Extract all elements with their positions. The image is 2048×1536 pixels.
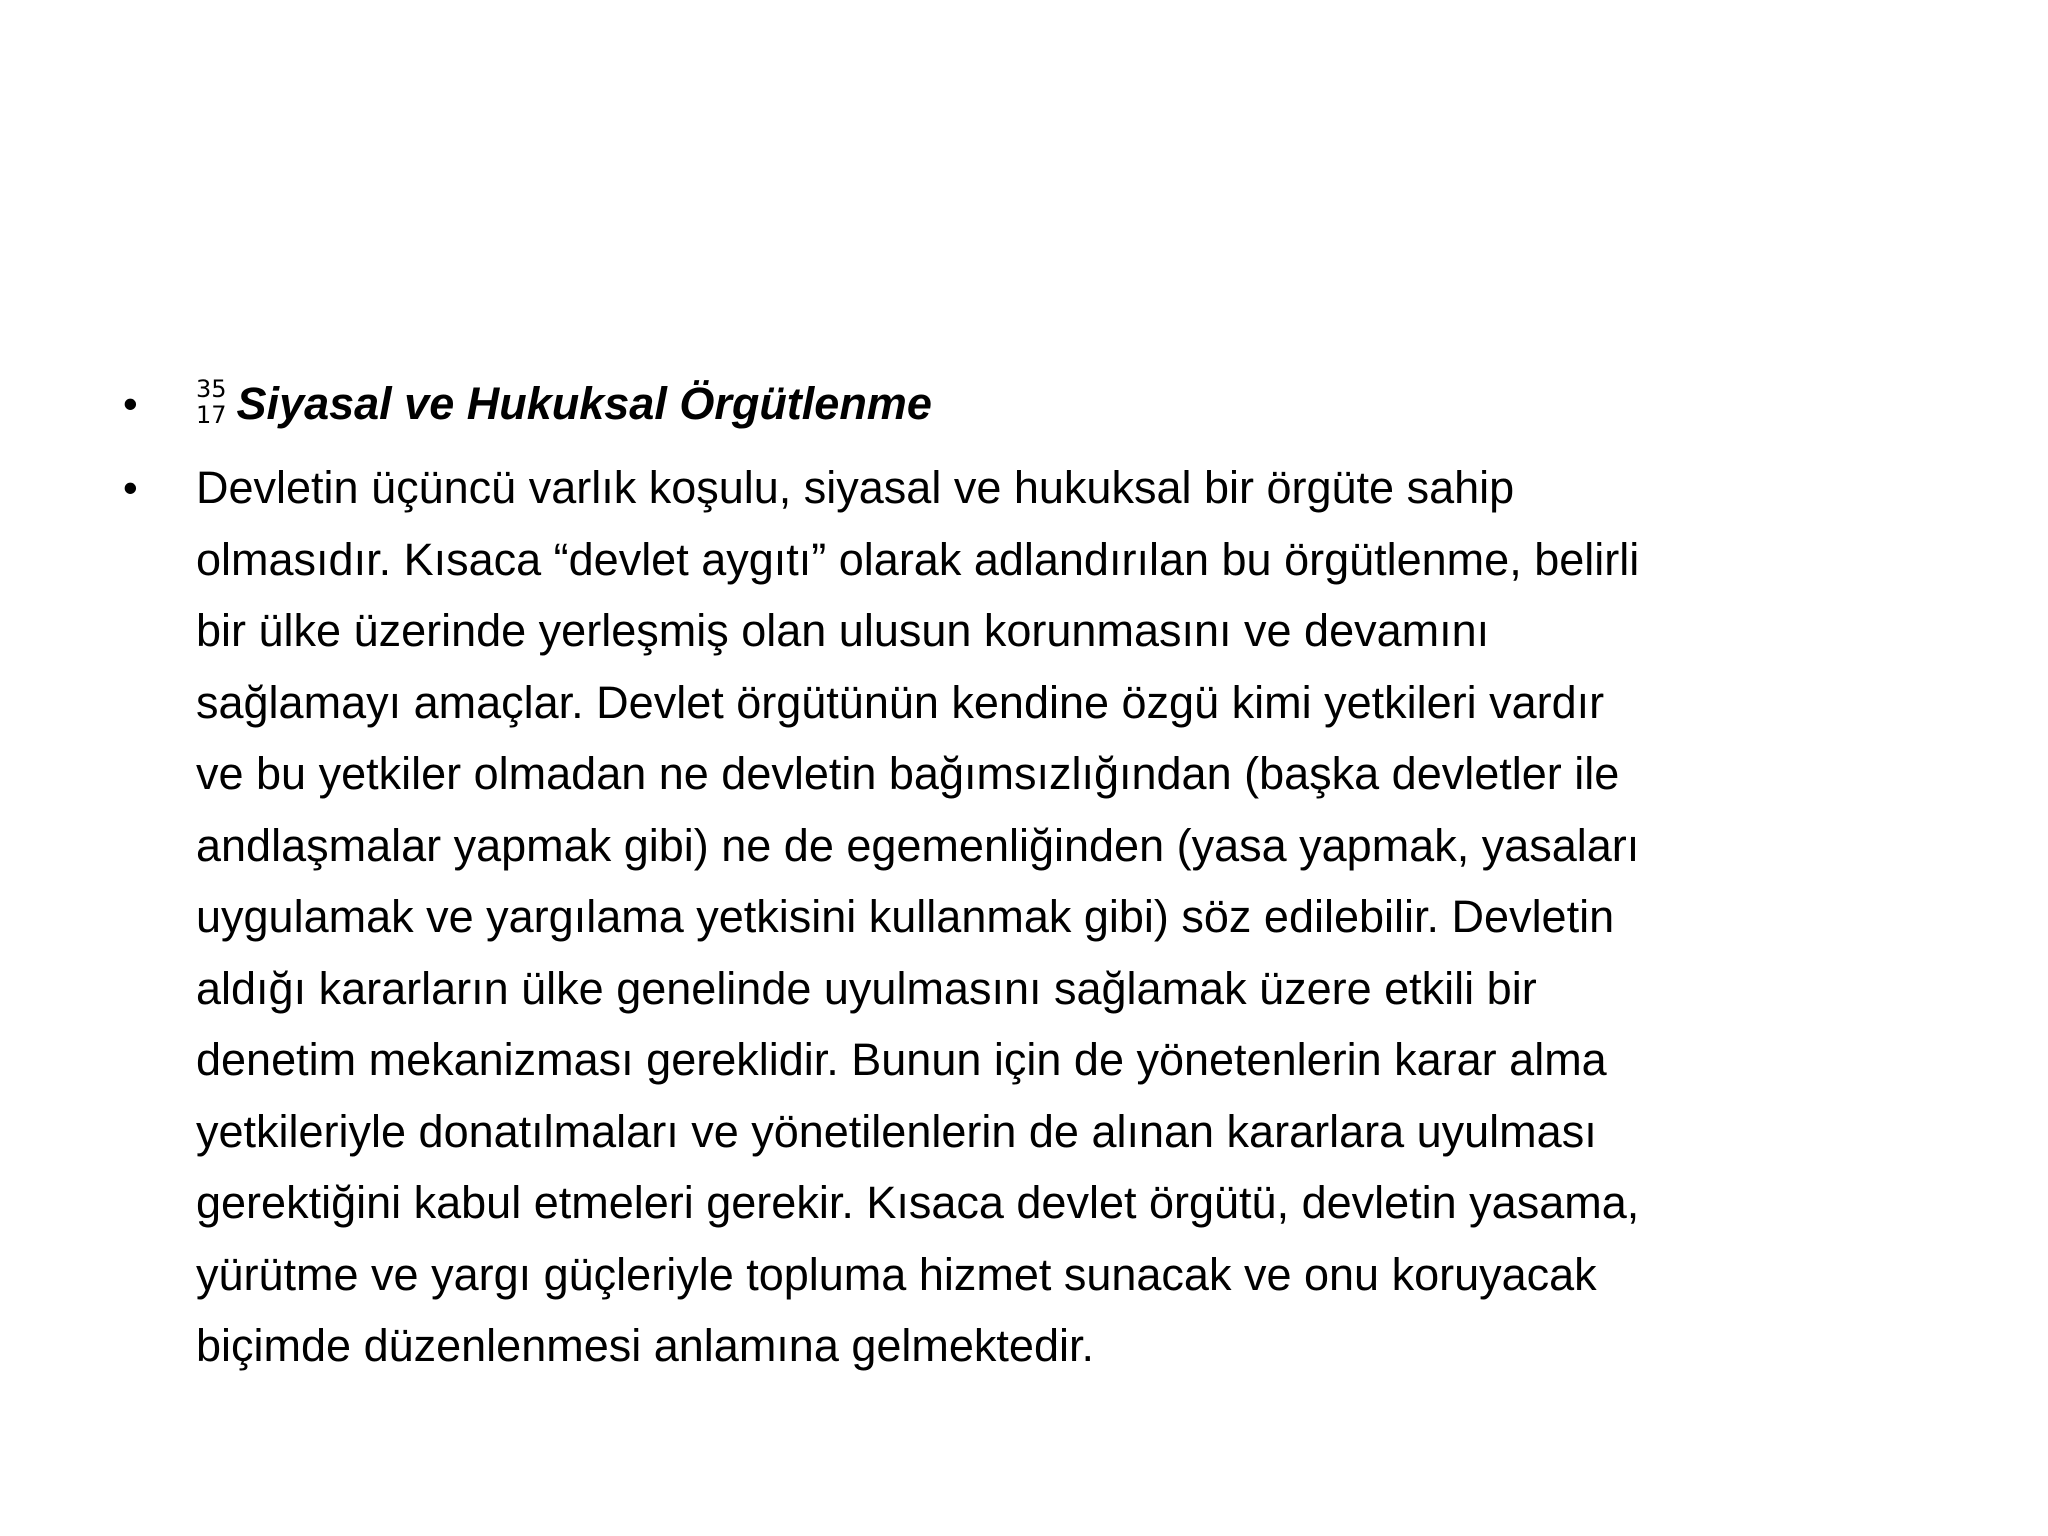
bullet-list bbox=[118, 368, 1948, 1394]
fraction-numerator: 35 bbox=[196, 375, 227, 403]
paragraph-line: olmasıdır. Kısaca “devlet aygıtı” olarak adlandırılan bu örgütlenme, belirli bbox=[196, 533, 1640, 585]
bullet-marker: • bbox=[123, 380, 138, 427]
heading-line bbox=[196, 368, 1948, 440]
bullet-paragraph bbox=[118, 452, 1948, 1382]
paragraph-text bbox=[196, 452, 1948, 1382]
paragraph-line: ve bu yetkiler olmadan ne devletin bağımsızlığından (başka devletler ile bbox=[196, 748, 1620, 799]
bullet-marker: • bbox=[123, 464, 138, 511]
paragraph-line: biçimde düzenlenmesi anlamına gelmektedir. bbox=[196, 1320, 1094, 1371]
paragraph-line: denetim mekanizması gereklidir. Bunun için de yönetenlerin karar alma bbox=[196, 1034, 1607, 1085]
paragraph-line: gerektiğini kabul etmeleri gerekir. Kısaca devlet örgütü, devletin yasama, bbox=[196, 1177, 1640, 1228]
paragraph-line: sağlamayı amaçlar. Devlet örgütünün kendine özgü kimi yetkileri vardır bbox=[196, 676, 1605, 728]
paragraph-line: bir ülke üzerinde yerleşmiş olan ulusun korunmasını ve devamını bbox=[196, 605, 1490, 656]
fraction-denominator: 17 bbox=[196, 401, 227, 429]
paragraph-line: uygulamak ve yargılama yetkisini kullanmak gibi) söz edilebilir. Devletin bbox=[196, 891, 1615, 942]
paragraph-line: yürütme ve yargı güçleriyle topluma hizmet sunacak ve onu koruyacak bbox=[196, 1248, 1597, 1300]
paragraph-line: Devletin üçüncü varlık koşulu, siyasal ve hukuksal bir örgüte sahip bbox=[196, 462, 1515, 513]
paragraph-line: yetkileriyle donatılmaları ve yönetilenlerin de alınan kararlara uyulması bbox=[196, 1105, 1597, 1157]
bullet-heading bbox=[118, 368, 1948, 440]
section-title: Siyasal ve Hukuksal Örgütlenme bbox=[236, 378, 932, 429]
paragraph-line: aldığı kararların ülke genelinde uyulmasını sağlamak üzere etkili bir bbox=[196, 962, 1537, 1014]
fraction-number bbox=[196, 376, 227, 428]
paragraph-line: andlaşmalar yapmak gibi) ne de egemenliğinden (yasa yapmak, yasaları bbox=[196, 819, 1640, 871]
